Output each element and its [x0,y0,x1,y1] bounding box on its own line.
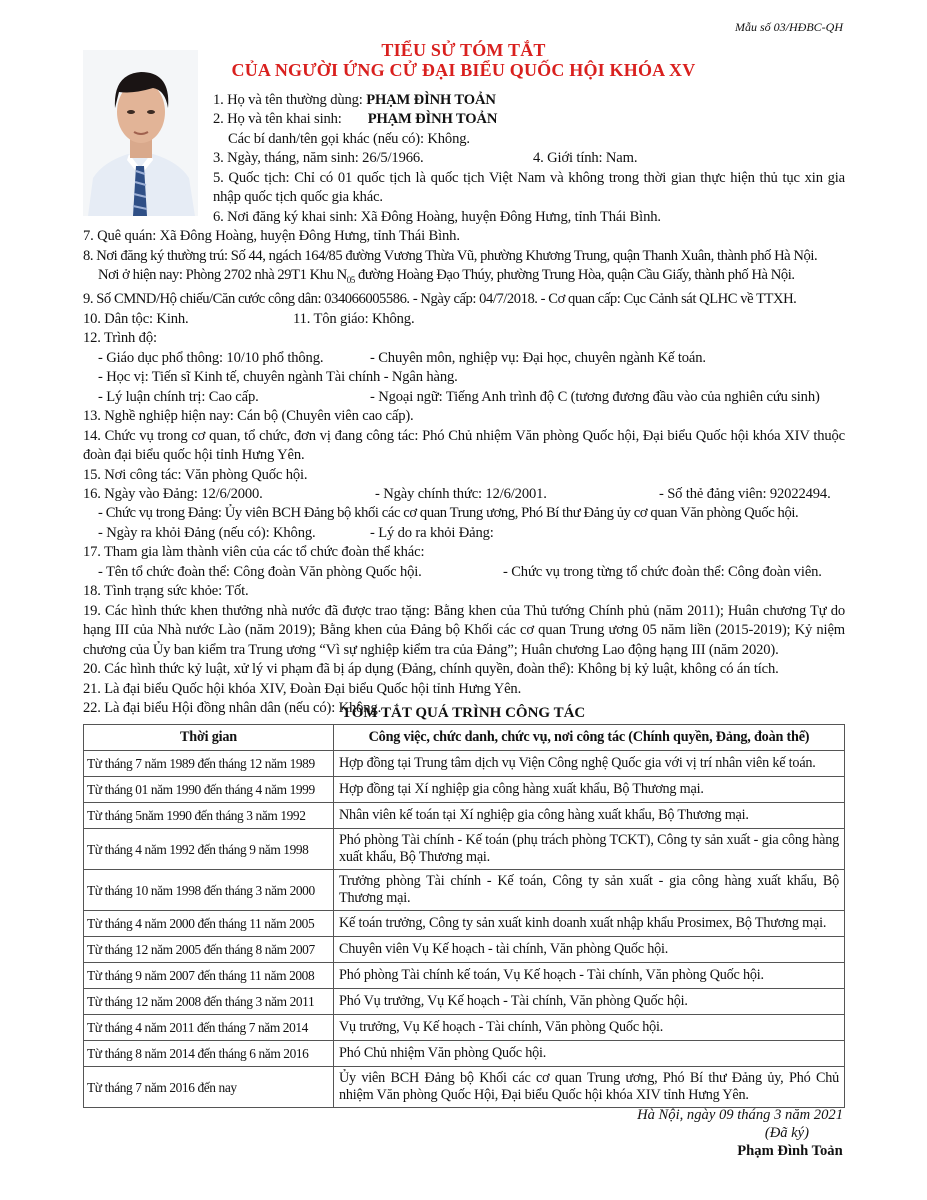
table-row [84,937,845,963]
cell-work: Hợp đồng tại Trung tâm dịch vụ Viện Công nghệ Quốc gia với vị trí nhân viên kế toán. [334,751,845,777]
cell-time: Từ tháng 7 năm 1989 đến tháng 12 năm 1989 [84,751,334,777]
organization-name: - Tên tổ chức đoàn thể: Công đoàn Văn phòng Quốc hội. [98,563,422,580]
alias: Các bí danh/tên gọi khác (nếu có): Không. [228,130,470,147]
item-5: 5. Quốc tịch: Chỉ có 01 quốc tịch là quốc tịch Việt Nam và không trong thời gian thực hiện thủ tục xin gia nhập quốc tịch quốc gia khác. [213,169,845,206]
label: Nơi ở hiện nay: Phòng 2702 nhà 29T1 Khu N [98,267,347,284]
item-7: 7. Quê quán: Xã Đông Hoàng, huyện Đông Hưng, tỉnh Thái Bình. [83,228,460,245]
cell-time: Từ tháng 12 năm 2008 đến tháng 3 năm 2011 [84,989,334,1015]
cell-time: Từ tháng 4 năm 2000 đến tháng 11 năm 2005 [84,911,334,937]
item-19: 19. Các hình thức khen thưởng nhà nước đã được trao tặng: Bằng khen của Thủ tướng Chính phủ (năm 2011); Huân chương Tự do hạng III của Nhà nước Lào (năm 2019); Bằng khen của Đảng bộ Khối các cơ quan Trung ương 05 năm liền (2015-2019); Kỷ niệm chương của Ủy ban kiểm tra Trung ương “Vì sự nghiệp kiểm tra của Đảng”; Huân chương Lao động hạng III (năm 2020). [83,602,845,658]
common-name: PHẠM ĐÌNH TOẢN [366,92,496,108]
foreign-language: - Ngoại ngữ: Tiếng Anh trình độ C (tương đương đầu vào của nghiên cứu sinh) [370,388,820,405]
table-row [84,1067,845,1108]
item-17: 17. Tham gia làm thành viên của các tổ chức đoàn thể khác: [83,544,425,561]
table-row [84,777,845,803]
table-row [84,989,845,1015]
general-education: - Giáo dục phổ thông: 10/10 phổ thông. [98,349,324,366]
item-16 [83,485,845,504]
birth-date: 3. Ngày, tháng, năm sinh: 26/5/1966. [213,150,424,167]
signature-place-date: Hà Nội, ngày 09 tháng 3 năm 2021 [637,1107,843,1123]
item-1 [213,91,845,110]
party-leave-row [83,524,845,543]
party-leave-date: - Ngày ra khỏi Đảng (nếu có): Không. [98,524,316,541]
table-row [84,911,845,937]
table-row [84,751,845,777]
item-3-4 [213,149,845,168]
signature-name: Phạm Đình Toản [737,1143,843,1159]
cell-work: Nhân viên kế toán tại Xí nghiệp gia công hàng xuất khẩu, Bộ Thương mại. [334,803,845,829]
political-theory: - Lý luận chính trị: Cao cấp. [98,388,259,405]
table-row [84,963,845,989]
religion: 11. Tôn giáo: Không. [293,310,415,327]
specialty: - Chuyên môn, nghiệp vụ: Đại học, chuyên ngành Kế toán. [370,349,706,366]
cell-work: Phó Chủ nhiệm Văn phòng Quốc hội. [334,1041,845,1067]
birth-name: PHẠM ĐÌNH TOẢN [367,111,498,128]
party-position: - Chức vụ trong Đảng: Ủy viên BCH Đảng bộ khối các cơ quan Trung ương, Phó Bí thư Đảng ủy cơ quan Văn phòng Quốc hội. [98,505,799,522]
cell-work: Hợp đồng tại Xí nghiệp gia công hàng xuất khẩu, Bộ Thương mại. [334,777,845,803]
education-degree: - Học vị: Tiến sĩ Kinh tế, chuyên ngành Tài chính - Ngân hàng. [98,369,458,386]
table-row [84,1041,845,1067]
cell-time: Từ tháng 7 năm 2016 đến nay [84,1067,334,1108]
cell-time: Từ tháng 8 năm 2014 đến tháng 6 năm 2016 [84,1041,334,1067]
table-header-row [84,725,845,751]
item-10-11 [83,310,845,329]
item-9: 9. Số CMND/Hộ chiếu/Căn cước công dân: 034066005586. - Ngày cấp: 04/7/2018. - Cơ quan cấp: Cục Cảnh sát QLHC về TTXH. [83,291,797,308]
item-12: 12. Trình độ: [83,330,157,347]
item-8: 8. Nơi đăng ký thường trú: Số 44, ngách 164/85 đường Vương Thừa Vũ, phường Khương Trung, quận Thanh Xuân, thành phố Hà Nội. [83,247,818,264]
item-22: 22. Là đại biểu Hội đồng nhân dân (nếu có): Không. [83,699,382,716]
party-card-number: - Số thẻ đảng viên: 92022494. [659,485,831,502]
gender: 4. Giới tính: Nam. [533,150,638,167]
table-row [84,829,845,870]
cell-time: Từ tháng 4 năm 2011 đến tháng 7 năm 2014 [84,1015,334,1041]
address: đường Hoàng Đạo Thúy, phường Trung Hòa, quận Cầu Giấy, thành phố Hà Nội. [354,267,795,284]
form-number: Mẫu số 03/HĐBC-QH [735,20,843,34]
biography-section [83,91,845,718]
education-row-3 [83,388,845,407]
cell-time: Từ tháng 01 năm 1990 đến tháng 4 năm 1999 [84,777,334,803]
item-13: 13. Nghề nghiệp hiện nay: Cán bộ (Chuyên viên cao cấp). [83,408,414,425]
item-6: 6. Nơi đăng ký khai sinh: Xã Đông Hoàng, huyện Đông Hưng, tỉnh Thái Bình. [213,208,661,225]
item-18: 18. Tình trạng sức khỏe: Tốt. [83,583,249,600]
item-20: 20. Các hình thức kỷ luật, xử lý vi phạm đã bị áp dụng (Đảng, chính quyền, đoàn thể): Không bị kỷ luật, không có án tích. [83,661,779,678]
table-row [84,870,845,911]
work-history-table [83,724,845,1108]
cell-work: Phó phòng Tài chính kế toán, Vụ Kế hoạch - Tài chính, Văn phòng Quốc hội. [334,963,845,989]
document-title: TIỂU SỬ TÓM TẮT [381,40,546,60]
cell-work: Vụ trưởng, Vụ Kế hoạch - Tài chính, Văn phòng Quốc hội. [334,1015,845,1041]
cell-work: Phó phòng Tài chính - Kế toán (phụ trách phòng TCKT), Công ty sản xuất - gia công hàng xuất khẩu, Bộ Thương mại. [334,829,845,870]
cell-work: Kế toán trưởng, Công ty sản xuất kinh doanh xuất nhập khẩu Prosimex, Bộ Thương mại. [334,911,845,937]
cell-time: Từ tháng 12 năm 2005 đến tháng 8 năm 2007 [84,937,334,963]
table-row [84,803,845,829]
header-time: Thời gian [84,725,334,751]
subscript: 05 [346,274,355,285]
party-official-date: - Ngày chính thức: 12/6/2001. [375,485,547,502]
organization-role: - Chức vụ trong từng tổ chức đoàn thể: Công đoàn viên. [503,563,822,580]
signature-signed-note: (Đã ký) [764,1125,809,1141]
label: 1. Họ và tên thường dùng: [213,92,367,108]
item-2 [213,110,845,129]
party-leave-reason: - Lý do ra khỏi Đảng: [370,524,494,541]
item-15: 15. Nơi công tác: Văn phòng Quốc hội. [83,466,308,483]
header-work: Công việc, chức danh, chức vụ, nơi công tác (Chính quyền, Đảng, đoàn thể) [334,725,845,751]
education-row-1 [83,349,845,368]
current-residence [83,266,845,290]
work-history-title: TÓM TẮT QUÁ TRÌNH CÔNG TÁC [341,705,586,721]
cell-work: Ủy viên BCH Đảng bộ Khối các cơ quan Trung ương, Phó Bí thư Đảng ủy, Phó Chủ nhiệm Văn phòng Quốc Hội, Đại biểu Quốc hội khóa XIV tỉnh Hưng Yên. [334,1067,845,1108]
cell-time: Từ tháng 9 năm 2007 đến tháng 11 năm 2008 [84,963,334,989]
cell-time: Từ tháng 4 năm 1992 đến tháng 9 năm 1998 [84,829,334,870]
label: 2. Họ và tên khai sinh: [213,111,342,128]
party-join-date: 16. Ngày vào Đảng: 12/6/2000. [83,485,263,502]
cell-time: Từ tháng 5năm 1990 đến tháng 3 năm 1992 [84,803,334,829]
document-subtitle: CỦA NGƯỜI ỨNG CỬ ĐẠI BIỂU QUỐC HỘI KHÓA XV [231,60,696,80]
ethnicity: 10. Dân tộc: Kinh. [83,310,189,327]
table-row [84,1015,845,1041]
cell-work: Phó Vụ trưởng, Vụ Kế hoạch - Tài chính, Văn phòng Quốc hội. [334,989,845,1015]
organization-row [83,563,845,582]
cell-time: Từ tháng 10 năm 1998 đến tháng 3 năm 2000 [84,870,334,911]
cell-work: Trưởng phòng Tài chính - Kế toán, Công ty sản xuất - gia công hàng xuất khẩu, Bộ Thương mại. [334,870,845,911]
item-14: 14. Chức vụ trong cơ quan, tổ chức, đơn vị đang công tác: Phó Chủ nhiệm Văn phòng Quốc hội, Đại biểu Quốc hội khóa XIV thuộc đoàn đại biểu quốc hội tỉnh Hưng Yên. [83,427,845,464]
item-21: 21. Là đại biểu Quốc hội khóa XIV, Đoàn Đại biểu Quốc hội tỉnh Hưng Yên. [83,680,522,697]
cell-work: Chuyên viên Vụ Kế hoạch - tài chính, Văn phòng Quốc hội. [334,937,845,963]
